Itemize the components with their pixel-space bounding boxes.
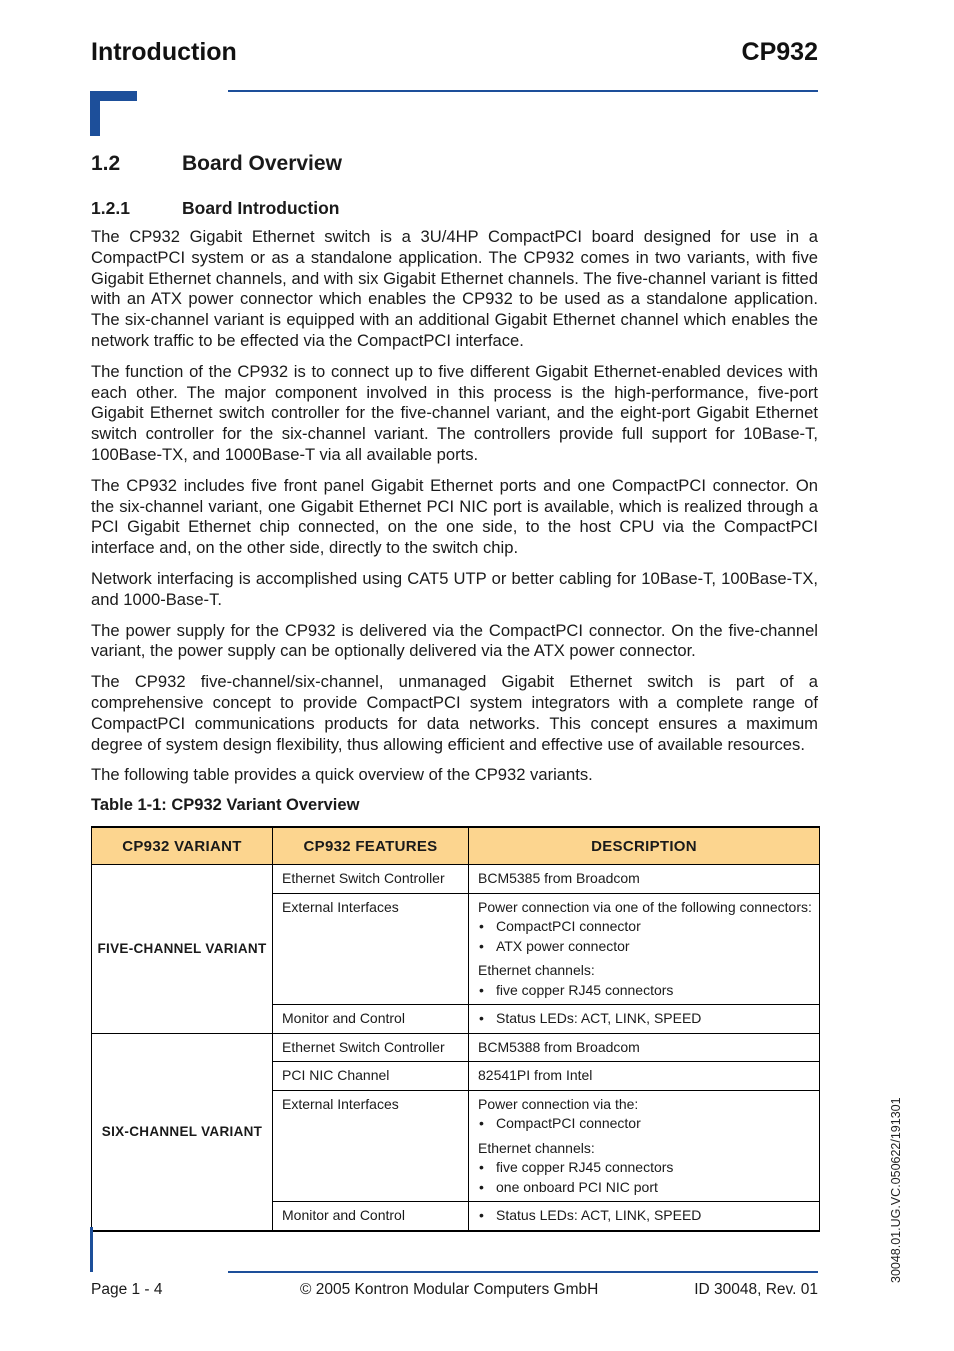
description-cell: [469, 1202, 820, 1231]
list-item: • five copper RJ45 connectors: [496, 981, 817, 1001]
feature-cell: Ethernet Switch Controller: [273, 1033, 469, 1062]
footer-copyright: © 2005 Kontron Modular Computers GmbH: [300, 1281, 599, 1298]
header-product-name: CP932: [741, 38, 818, 66]
variant-six-channel: SIX-CHANNEL VARIANT: [92, 1033, 273, 1231]
list-item: • ATX power connector: [496, 937, 817, 957]
paragraph: The function of the CP932 is to connect up to five different Gigabit Ethernet-enabled devices with each other. The major component involved in this process is the high-performance, five-port Gigabit Ethernet switch controller for the five-channel variant, and the eight-port Gigabit Ethernet switch controller for the six-channel variant. The controllers provide full support for 10Base-T, 100Base-TX, and 1000Base-T via all available ports.: [91, 361, 818, 464]
subsection-heading: [91, 198, 818, 219]
paragraph: The power supply for the CP932 is delivered via the CompactPCI connector. On the five-channel variant, the power supply can be optionally delivered via the ATX power connector.: [91, 620, 818, 661]
subsection-number: 1.2.1: [91, 198, 130, 218]
section-title: Board Overview: [182, 152, 342, 175]
paragraph: Network interfacing is accomplished using CAT5 UTP or better cabling for 10Base-T, 100Base-TX, and 1000-Base-T.: [91, 568, 818, 609]
variant-five-channel: FIVE-CHANNEL VARIANT: [92, 865, 273, 1034]
paragraph: The CP932 Gigabit Ethernet switch is a 3U/4HP CompactPCI board designed for use in a CompactPCI system or as a standalone application. The CP932 comes in two variants, with five Gigabit Ethernet channels, and with six Gigabit Ethernet channels. The five-channel variant is fitted with an ATX power connector which enables the CP932 to be used as a standalone application. The six-channel variant is equipped with an additional Gigabit Ethernet channel which enables the network traffic to be effected via the CompactPCI interface.: [91, 227, 818, 350]
feature-cell: External Interfaces: [273, 1090, 469, 1202]
feature-cell: Ethernet Switch Controller: [273, 865, 469, 894]
table-row: [92, 1033, 820, 1062]
column-header-variant: CP932 VARIANT: [92, 827, 273, 865]
power-intro: Power connection via the:: [478, 1095, 639, 1112]
paragraph: The CP932 includes five front panel Gigabit Ethernet ports and one CompactPCI connector. On the six-channel variant, one Gigabit Ethernet PCI NIC port is available, which is realized through a PCI Gigabit Ethernet chip connected, on the one side, to the host CPU via the CompactPCI interface and, on the other side, directly to the switch chip.: [91, 475, 818, 558]
column-header-description: DESCRIPTION: [469, 827, 820, 865]
ethernet-intro: Ethernet channels:: [478, 1139, 595, 1156]
header-section-title: Introduction: [91, 38, 237, 66]
description-cell: BCM5385 from Broadcom: [469, 865, 820, 894]
description-cell: BCM5388 from Broadcom: [469, 1033, 820, 1062]
section-heading: [91, 152, 818, 176]
header-rule: [228, 90, 818, 92]
side-document-code: 30048.01.UG.VC.050622/191301: [889, 1097, 903, 1283]
list-item: • CompactPCI connector: [496, 1114, 810, 1134]
footer-rule: [228, 1271, 818, 1273]
bullet-list: [478, 1009, 810, 1029]
subsection-title: Board Introduction: [182, 198, 340, 218]
feature-cell: Monitor and Control: [273, 1202, 469, 1231]
feature-cell: PCI NIC Channel: [273, 1062, 469, 1091]
description-cell: 82541PI from Intel: [469, 1062, 820, 1091]
main-content: [91, 152, 818, 1232]
bullet-list: [478, 1114, 810, 1134]
bullet-list: [478, 1206, 810, 1226]
list-item: • CompactPCI connector: [496, 917, 817, 937]
table-row: [92, 865, 820, 894]
variant-overview-table: [91, 826, 820, 1232]
column-header-features: CP932 FEATURES: [273, 827, 469, 865]
list-item: • one onboard PCI NIC port: [496, 1178, 810, 1198]
table-caption: Table 1-1: CP932 Variant Overview: [91, 796, 360, 815]
paragraph: The CP932 five-channel/six-channel, unmanaged Gigabit Ethernet switch is part of a comprehensive concept to provide CompactPCI system integrators with a complete range of CompactPCI communications products for data networks. This concept ensures a maximum degree of system design flexibility, thus allowing efficient and effective use of available resources.: [91, 672, 818, 754]
corner-mark-vertical: [90, 91, 100, 136]
list-item: • Status LEDs: ACT, LINK, SPEED: [496, 1009, 810, 1029]
description-cell: [469, 1005, 820, 1034]
table-header-row: [92, 827, 820, 865]
footer-corner-mark: [90, 1227, 93, 1272]
ethernet-intro: Ethernet channels:: [478, 962, 595, 979]
list-item: • five copper RJ45 connectors: [496, 1158, 810, 1178]
list-item: • Status LEDs: ACT, LINK, SPEED: [496, 1206, 810, 1226]
paragraph: The following table provides a quick overview of the CP932 variants.: [91, 765, 593, 785]
section-number: 1.2: [91, 152, 121, 175]
bullet-list: [478, 981, 817, 1001]
bullet-list: [478, 917, 817, 956]
feature-cell: Monitor and Control: [273, 1005, 469, 1034]
power-intro: Power connection via one of the following connectors:: [478, 898, 812, 915]
bullet-list: [478, 1158, 810, 1197]
footer-page-number: Page 1 - 4: [91, 1281, 163, 1298]
description-cell: [469, 1090, 820, 1202]
feature-cell: External Interfaces: [273, 893, 469, 1005]
description-cell: [469, 893, 820, 1005]
footer-document-id: ID 30048, Rev. 01: [694, 1281, 818, 1298]
